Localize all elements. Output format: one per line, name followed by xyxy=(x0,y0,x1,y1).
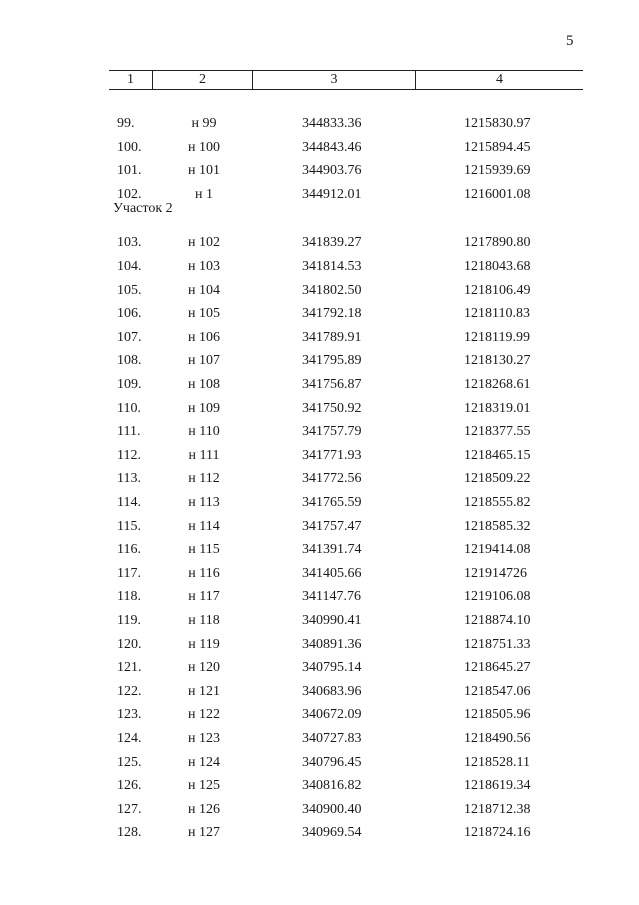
coordinate-y: 1218528.11 xyxy=(464,754,530,770)
column-header-2: 2 xyxy=(153,71,253,89)
table-row xyxy=(0,705,639,725)
coordinate-y: 121914726 xyxy=(464,565,527,581)
coordinate-x: 341839.27 xyxy=(302,235,362,251)
coordinate-y: 1218619.34 xyxy=(464,778,531,794)
coordinate-y: 1219414.08 xyxy=(464,542,531,558)
table-row xyxy=(0,233,639,253)
section-label: Участок 2 xyxy=(113,201,173,216)
coordinate-x: 340900.40 xyxy=(302,801,362,817)
point-name: н 106 xyxy=(188,329,220,345)
coordinate-x: 341795.89 xyxy=(302,353,362,369)
coordinate-y: 1218110.83 xyxy=(464,306,530,322)
row-number: 124. xyxy=(117,731,142,746)
coordinate-y: 1218505.96 xyxy=(464,707,531,723)
coordinate-y: 1218319.01 xyxy=(464,400,531,416)
column-header-4: 4 xyxy=(496,72,503,87)
row-number: 105. xyxy=(117,282,142,298)
table-row xyxy=(0,823,639,843)
row-number: 113. xyxy=(117,471,141,487)
coordinate-y: 1219106.08 xyxy=(464,589,531,605)
coordinate-y: 1218509.22 xyxy=(464,471,531,487)
table-row xyxy=(0,281,639,301)
coordinate-y: 1217890.80 xyxy=(464,235,531,251)
table-row xyxy=(0,493,639,513)
coordinate-x: 340816.82 xyxy=(302,778,362,794)
coordinate-y: 1218724.16 xyxy=(464,825,531,841)
row-number: 127. xyxy=(117,801,142,817)
coordinate-y: 1218119.99 xyxy=(464,329,530,345)
table-row xyxy=(0,138,639,158)
row-number: 103. xyxy=(117,235,142,251)
table-header xyxy=(109,70,583,90)
row-number: 111. xyxy=(117,424,141,440)
coordinate-x: 340683.96 xyxy=(302,683,362,699)
point-name: н 120 xyxy=(188,660,220,676)
coordinate-x: 341391.74 xyxy=(302,542,362,558)
row-number: 119. xyxy=(117,613,141,628)
row-number: 121. xyxy=(117,660,142,676)
row-number: 114. xyxy=(117,495,141,510)
point-name: н 112 xyxy=(188,471,220,487)
point-name: н 118 xyxy=(188,613,220,628)
table-row xyxy=(0,114,639,134)
row-number: 122. xyxy=(117,683,142,699)
row-number: 107. xyxy=(117,329,142,345)
table-row xyxy=(0,658,639,678)
coordinate-x: 341802.50 xyxy=(302,282,362,298)
coordinate-y: 1218874.10 xyxy=(464,613,531,628)
row-number: 117. xyxy=(117,565,141,581)
coordinate-x: 344833.36 xyxy=(302,116,362,131)
table-row xyxy=(0,682,639,702)
table-row xyxy=(0,540,639,560)
row-number: 100. xyxy=(117,139,142,155)
table-row xyxy=(0,469,639,489)
coordinate-y: 1218465.15 xyxy=(464,447,531,463)
coordinate-x: 341405.66 xyxy=(302,565,362,581)
table-row xyxy=(0,375,639,395)
table-row xyxy=(0,587,639,607)
coordinate-x: 341765.59 xyxy=(302,495,362,510)
row-number: 123. xyxy=(117,707,142,723)
point-name: н 1 xyxy=(195,186,213,202)
point-name: н 127 xyxy=(188,825,220,841)
row-number: 126. xyxy=(117,778,142,794)
coordinate-x: 340727.83 xyxy=(302,731,362,746)
coordinate-y: 1218490.56 xyxy=(464,731,531,746)
table-row xyxy=(0,257,639,277)
row-number: 110. xyxy=(117,400,141,416)
point-name: н 101 xyxy=(188,163,220,179)
coordinate-x: 340891.36 xyxy=(302,636,362,652)
coordinate-x: 340795.14 xyxy=(302,660,362,676)
point-name: н 109 xyxy=(188,400,220,416)
coordinate-x: 341750.92 xyxy=(302,400,362,416)
table-row xyxy=(0,753,639,773)
point-name: н 115 xyxy=(188,542,220,558)
row-number: 118. xyxy=(117,589,141,605)
row-number: 115. xyxy=(117,518,141,534)
table-row xyxy=(0,800,639,820)
table-row xyxy=(0,422,639,442)
row-number: 99. xyxy=(117,116,135,131)
point-name: н 119 xyxy=(188,636,220,652)
table-row xyxy=(0,635,639,655)
coordinate-x: 341814.53 xyxy=(302,259,362,274)
point-name: н 113 xyxy=(188,495,220,510)
coordinate-y: 1218130.27 xyxy=(464,353,531,369)
coordinate-x: 341771.93 xyxy=(302,447,362,463)
row-number: 120. xyxy=(117,636,142,652)
table-row xyxy=(0,729,639,749)
table-row xyxy=(0,517,639,537)
coordinate-y: 1215830.97 xyxy=(464,116,531,131)
point-name: н 99 xyxy=(191,116,217,131)
table-row xyxy=(0,446,639,466)
coordinate-y: 1215894.45 xyxy=(464,139,531,155)
coordinate-y: 1218043.68 xyxy=(464,259,531,274)
coordinate-x: 341772.56 xyxy=(302,471,362,487)
table-row xyxy=(0,161,639,181)
coordinate-x: 340990.41 xyxy=(302,613,362,628)
point-name: н 107 xyxy=(188,353,220,369)
coordinate-x: 340672.09 xyxy=(302,707,362,723)
coordinate-x: 344843.46 xyxy=(302,139,362,155)
coordinate-x: 344912.01 xyxy=(302,186,362,202)
row-number: 101. xyxy=(117,163,142,179)
row-number: 112. xyxy=(117,447,141,463)
coordinate-x: 341756.87 xyxy=(302,377,362,392)
row-number: 109. xyxy=(117,377,142,392)
point-name: н 108 xyxy=(188,377,220,392)
coordinate-x: 341757.47 xyxy=(302,518,362,534)
point-name: н 102 xyxy=(188,235,220,251)
table-row xyxy=(0,351,639,371)
row-number: 106. xyxy=(117,306,142,322)
point-name: н 125 xyxy=(188,778,220,794)
coordinate-y: 1216001.08 xyxy=(464,186,531,202)
point-name: н 123 xyxy=(188,731,220,746)
coordinate-x: 340969.54 xyxy=(302,825,362,841)
point-name: н 114 xyxy=(188,518,220,534)
coordinate-x: 341757.79 xyxy=(302,424,362,440)
coordinate-x: 344903.76 xyxy=(302,163,362,179)
coordinate-y: 1218645.27 xyxy=(464,660,531,676)
table-row xyxy=(0,304,639,324)
point-name: н 122 xyxy=(188,707,220,723)
row-number: 108. xyxy=(117,353,142,369)
column-header-3: 3 xyxy=(253,71,416,89)
column-header-1: 1 xyxy=(109,71,153,89)
point-name: н 104 xyxy=(188,282,220,298)
table-row xyxy=(0,611,639,631)
point-name: н 116 xyxy=(188,565,220,581)
table-row xyxy=(0,776,639,796)
table-row xyxy=(0,185,639,205)
coordinate-x: 341792.18 xyxy=(302,306,362,322)
table-row xyxy=(0,564,639,584)
coordinate-y: 1218106.49 xyxy=(464,282,531,298)
point-name: н 111 xyxy=(188,447,220,463)
point-name: н 126 xyxy=(188,801,220,817)
point-name: н 110 xyxy=(188,424,220,440)
table-row xyxy=(0,328,639,348)
coordinate-y: 1218377.55 xyxy=(464,424,531,440)
point-name: н 103 xyxy=(188,259,220,274)
point-name: н 124 xyxy=(188,754,220,770)
row-number: 128. xyxy=(117,825,142,841)
row-number: 102. xyxy=(117,186,142,202)
page-number: 5 xyxy=(566,33,574,49)
coordinate-y: 1218268.61 xyxy=(464,377,531,392)
row-number: 104. xyxy=(117,259,142,274)
coordinate-y: 1218751.33 xyxy=(464,636,531,652)
coordinate-y: 1218712.38 xyxy=(464,801,531,817)
coordinate-x: 341789.91 xyxy=(302,329,362,345)
point-name: н 100 xyxy=(188,139,220,155)
coordinate-y: 1218555.82 xyxy=(464,495,531,510)
coordinate-x: 341147.76 xyxy=(302,589,361,605)
row-number: 125. xyxy=(117,754,142,770)
coordinate-y: 1218585.32 xyxy=(464,518,531,534)
point-name: н 105 xyxy=(188,306,220,322)
point-name: н 121 xyxy=(188,683,220,699)
row-number: 116. xyxy=(117,542,141,558)
point-name: н 117 xyxy=(188,589,220,605)
coordinate-y: 1218547.06 xyxy=(464,683,531,699)
table-row xyxy=(0,399,639,419)
coordinate-y: 1215939.69 xyxy=(464,163,531,179)
coordinate-x: 340796.45 xyxy=(302,754,362,770)
